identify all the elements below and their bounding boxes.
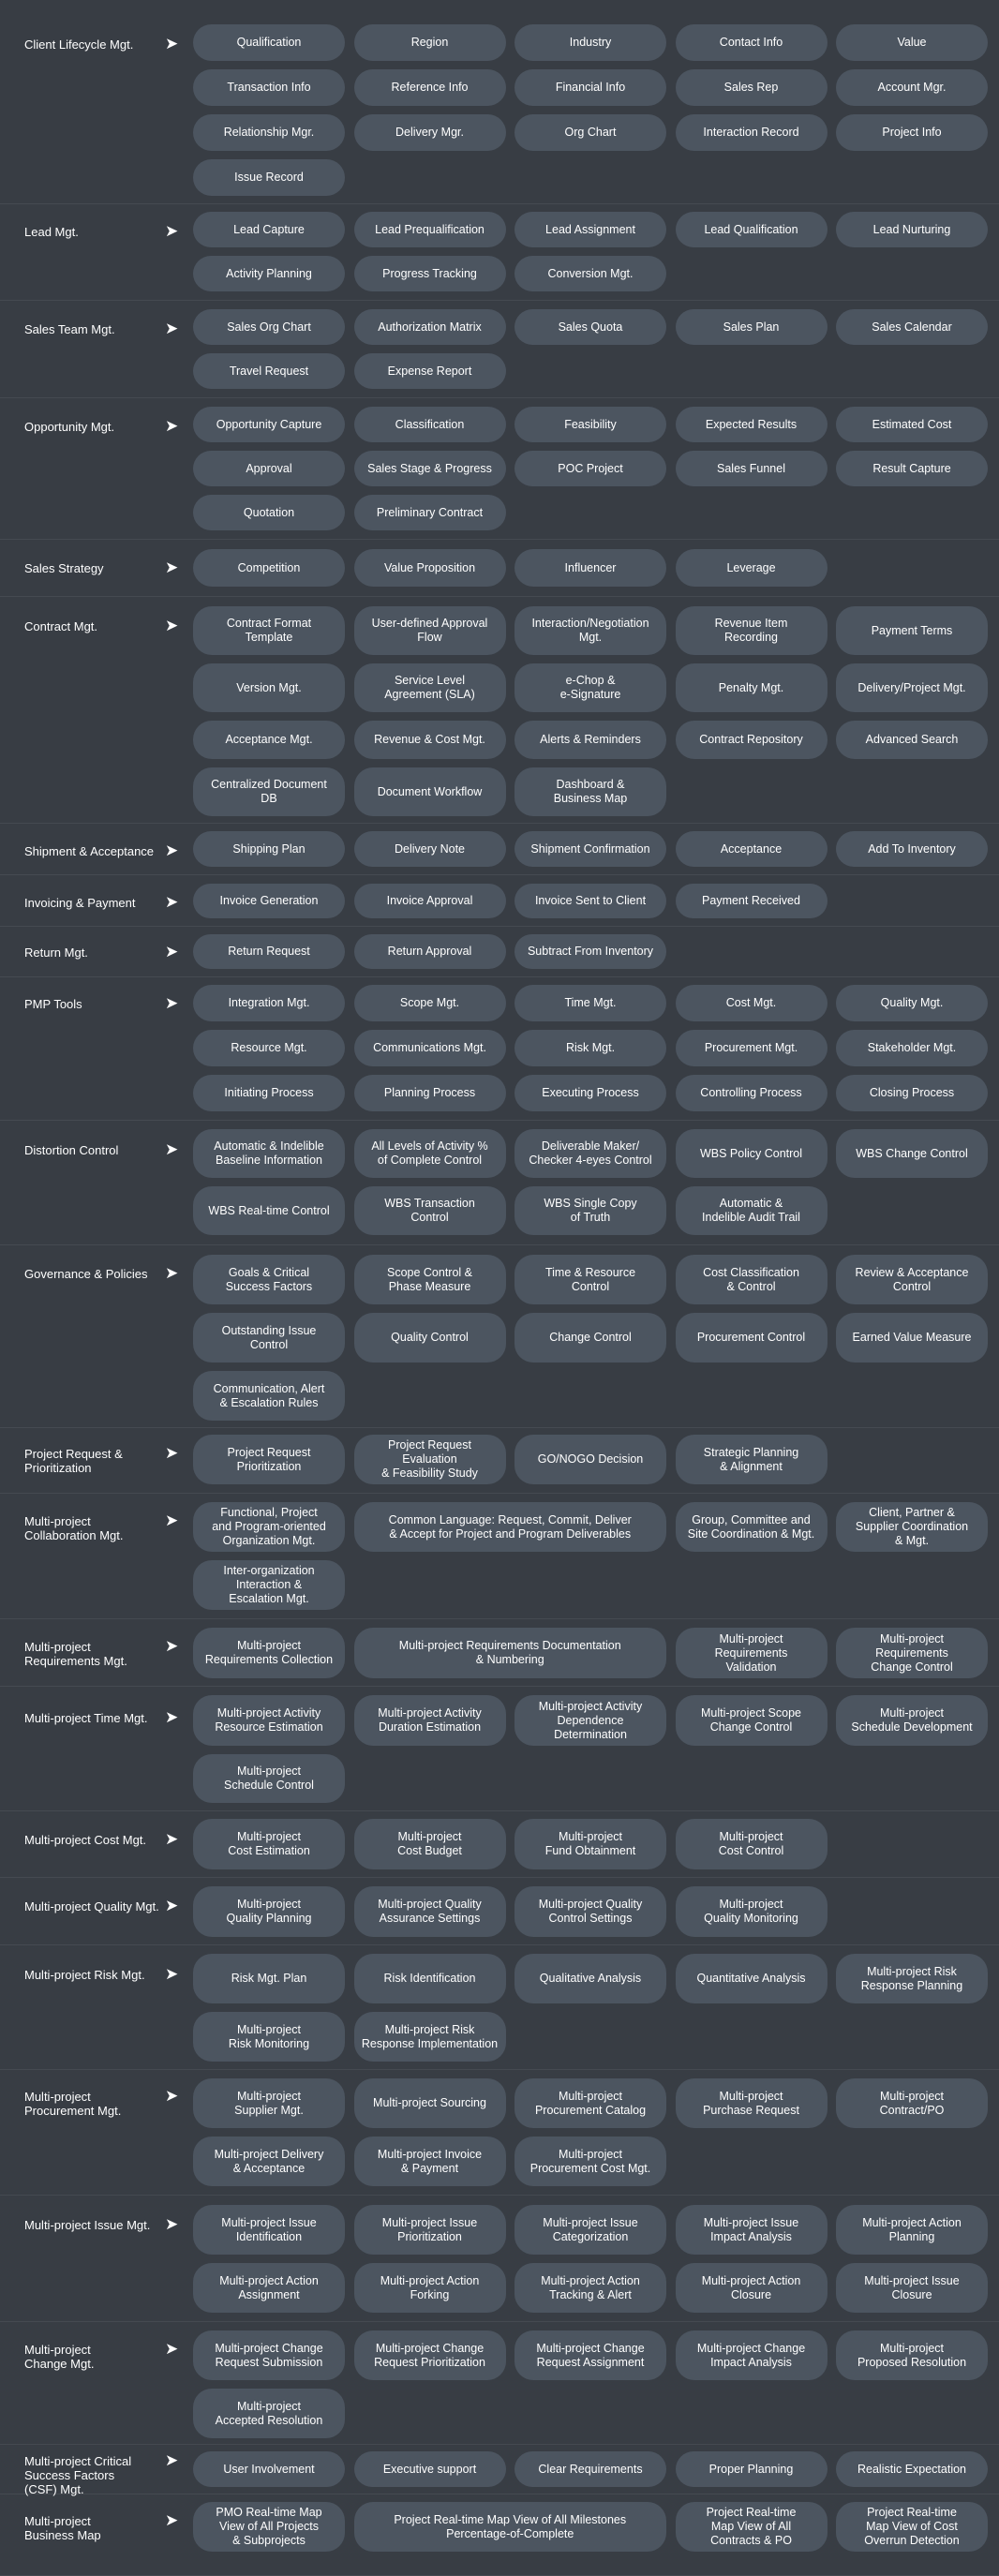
- item-value-proposition-button[interactable]: Value Proposition: [354, 549, 506, 587]
- item-sales-plan-button[interactable]: Sales Plan: [676, 309, 828, 345]
- section-items: [193, 212, 990, 300]
- item-multi-project-accepted-resolution-button[interactable]: Multi-project Accepted Resolution: [193, 2389, 345, 2438]
- item-multi-project-contract-po-button[interactable]: Multi-project Contract/PO: [836, 2078, 988, 2128]
- item-centralized-document-db-button[interactable]: Centralized Document DB: [193, 767, 345, 816]
- arrow-right-icon: ➤: [165, 1264, 179, 1282]
- section-items: [193, 1129, 990, 1244]
- item-contract-format-template-button[interactable]: Contract Format Template: [193, 606, 345, 655]
- arrow-right-icon: ➤: [165, 1897, 179, 1914]
- item-all-levels-of-activity-of-complete-control-button[interactable]: All Levels of Activity % of Complete Control: [354, 1129, 506, 1178]
- section-items: [193, 606, 990, 823]
- section-lead-mgt: [0, 204, 999, 301]
- section-opportunity-mgt: [0, 398, 999, 540]
- item-delivery-mgr-button[interactable]: Delivery Mgr.: [354, 114, 506, 151]
- item-communication-alert-escalation-rules-button[interactable]: Communication, Alert & Escalation Rules: [193, 1371, 345, 1421]
- item-authorization-matrix-button[interactable]: Authorization Matrix: [354, 309, 506, 345]
- item-multi-project-change-request-prioritization-button[interactable]: Multi-project Change Request Prioritization: [354, 2330, 506, 2380]
- item-clear-requirements-button[interactable]: Clear Requirements: [514, 2451, 666, 2487]
- item-multi-project-purchase-request-button[interactable]: Multi-project Purchase Request: [676, 2078, 828, 2128]
- section-items: [193, 2330, 990, 2444]
- item-sales-rep-button[interactable]: Sales Rep: [676, 69, 828, 106]
- item-procurement-control-button[interactable]: Procurement Control: [676, 1313, 828, 1362]
- item-functional-project-and-program-oriented-organization-mgt-button[interactable]: Functional, Project and Program-oriented Organization Mgt.: [193, 1502, 345, 1552]
- item-sales-calendar-button[interactable]: Sales Calendar: [836, 309, 988, 345]
- item-account-mgr-button[interactable]: Account Mgr.: [836, 69, 988, 106]
- item-multi-project-action-planning-button[interactable]: Multi-project Action Planning: [836, 2205, 988, 2255]
- arrow-right-icon: ➤: [165, 2215, 179, 2233]
- section-items: [193, 1502, 990, 1618]
- item-subtract-from-inventory-button[interactable]: Subtract From Inventory: [514, 934, 666, 969]
- item-conversion-mgt-button[interactable]: Conversion Mgt.: [514, 256, 666, 291]
- item-automatic-indelible-audit-trail-button[interactable]: Automatic & Indelible Audit Trail: [676, 1186, 828, 1235]
- section-label: Multi-project Critical Success Factors (CSF) Mgt.: [24, 2454, 132, 2496]
- item-service-level-agreement-sla-button[interactable]: Service Level Agreement (SLA): [354, 663, 506, 712]
- item-approval-button[interactable]: Approval: [193, 451, 345, 486]
- item-integration-mgt-button[interactable]: Integration Mgt.: [193, 985, 345, 1021]
- section-sales-strategy: [0, 540, 999, 597]
- item-wbs-change-control-button[interactable]: WBS Change Control: [836, 1129, 988, 1178]
- item-poc-project-button[interactable]: POC Project: [514, 451, 666, 486]
- item-project-real-time-map-view-of-all-milestones-percentage-of-complete-button[interactable]: Project Real-time Map View of All Milestones Percentage-of-Complete: [354, 2502, 667, 2552]
- item-multi-project-cost-budget-button[interactable]: Multi-project Cost Budget: [354, 1819, 506, 1869]
- section-items: [193, 1954, 990, 2069]
- item-feasibility-button[interactable]: Feasibility: [514, 407, 666, 442]
- item-value-button[interactable]: Value: [836, 24, 988, 61]
- item-delivery-project-mgt-button[interactable]: Delivery/Project Mgt.: [836, 663, 988, 712]
- item-wbs-policy-control-button[interactable]: WBS Policy Control: [676, 1129, 828, 1178]
- item-multi-project-requirements-change-control-button[interactable]: Multi-project Requirements Change Control: [836, 1628, 988, 1678]
- item-classification-button[interactable]: Classification: [354, 407, 506, 442]
- section-label: Invoicing & Payment: [24, 896, 136, 910]
- item-multi-project-change-impact-analysis-button[interactable]: Multi-project Change Impact Analysis: [676, 2330, 828, 2380]
- item-multi-project-action-assignment-button[interactable]: Multi-project Action Assignment: [193, 2263, 345, 2313]
- item-multi-project-action-forking-button[interactable]: Multi-project Action Forking: [354, 2263, 506, 2313]
- item-invoice-generation-button[interactable]: Invoice Generation: [193, 884, 345, 918]
- section-items: [193, 1255, 990, 1427]
- arrow-right-icon: ➤: [165, 1830, 179, 1848]
- item-inter-organization-interaction-escalation-mgt-button[interactable]: Inter-organization Interaction & Escalation Mgt.: [193, 1560, 345, 1610]
- item-delivery-note-button[interactable]: Delivery Note: [354, 831, 506, 867]
- section-label: Multi-project Procurement Mgt.: [24, 2090, 122, 2118]
- item-influencer-button[interactable]: Influencer: [514, 549, 666, 587]
- item-expense-report-button[interactable]: Expense Report: [354, 353, 506, 389]
- item-lead-prequalification-button[interactable]: Lead Prequalification: [354, 212, 506, 247]
- item-goals-critical-success-factors-button[interactable]: Goals & Critical Success Factors: [193, 1255, 345, 1304]
- arrow-right-icon: ➤: [165, 617, 179, 634]
- item-time-resource-control-button[interactable]: Time & Resource Control: [514, 1255, 666, 1304]
- item-qualitative-analysis-button[interactable]: Qualitative Analysis: [514, 1954, 666, 2003]
- item-lead-nurturing-button[interactable]: Lead Nurturing: [836, 212, 988, 247]
- section-items: [193, 2451, 990, 2494]
- item-closing-process-button[interactable]: Closing Process: [836, 1075, 988, 1111]
- section-multi-project-cost-mgt: [0, 1811, 999, 1878]
- item-go-nogo-decision-button[interactable]: GO/NOGO Decision: [514, 1435, 666, 1484]
- item-strategic-planning-alignment-button[interactable]: Strategic Planning & Alignment: [676, 1435, 828, 1484]
- item-multi-project-scope-change-control-button[interactable]: Multi-project Scope Change Control: [676, 1695, 828, 1746]
- arrow-right-icon: ➤: [165, 320, 179, 337]
- section-label: Multi-project Issue Mgt.: [24, 2218, 151, 2232]
- section-multi-project-change-mgt: [0, 2322, 999, 2445]
- item-wbs-real-time-control-button[interactable]: WBS Real-time Control: [193, 1186, 345, 1235]
- item-document-workflow-button[interactable]: Document Workflow: [354, 767, 506, 816]
- item-expected-results-button[interactable]: Expected Results: [676, 407, 828, 442]
- item-multi-project-requirements-collection-button[interactable]: Multi-project Requirements Collection: [193, 1628, 345, 1678]
- item-transaction-info-button[interactable]: Transaction Info: [193, 69, 345, 106]
- item-activity-planning-button[interactable]: Activity Planning: [193, 256, 345, 291]
- section-governance-policies: [0, 1245, 999, 1428]
- item-multi-project-activity-resource-estimation-button[interactable]: Multi-project Activity Resource Estimation: [193, 1695, 345, 1746]
- section-label: Multi-project Requirements Mgt.: [24, 1640, 127, 1668]
- item-contact-info-button[interactable]: Contact Info: [676, 24, 828, 61]
- section-label: Multi-project Change Mgt.: [24, 2343, 95, 2371]
- item-project-request-prioritization-button[interactable]: Project Request Prioritization: [193, 1435, 345, 1484]
- section-shipment-acceptance: [0, 824, 999, 875]
- item-multi-project-procurement-cost-mgt-button[interactable]: Multi-project Procurement Cost Mgt.: [514, 2137, 666, 2186]
- arrow-right-icon: ➤: [165, 222, 179, 240]
- item-cost-mgt-button[interactable]: Cost Mgt.: [676, 985, 828, 1021]
- item-issue-record-button[interactable]: Issue Record: [193, 159, 345, 196]
- section-label: Multi-project Business Map: [24, 2514, 101, 2542]
- item-quality-mgt-button[interactable]: Quality Mgt.: [836, 985, 988, 1021]
- arrow-right-icon: ➤: [165, 2451, 179, 2469]
- item-sales-funnel-button[interactable]: Sales Funnel: [676, 451, 828, 486]
- section-multi-project-time-mgt: [0, 1687, 999, 1811]
- item-estimated-cost-button[interactable]: Estimated Cost: [836, 407, 988, 442]
- item-procurement-mgt-button[interactable]: Procurement Mgt.: [676, 1030, 828, 1066]
- item-risk-mgt-button[interactable]: Risk Mgt.: [514, 1030, 666, 1066]
- section-label: Contract Mgt.: [24, 619, 98, 633]
- item-multi-project-requirements-validation-button[interactable]: Multi-project Requirements Validation: [676, 1628, 828, 1678]
- section-label: Client Lifecycle Mgt.: [24, 37, 134, 52]
- item-risk-identification-button[interactable]: Risk Identification: [354, 1954, 506, 2003]
- item-multi-project-issue-impact-analysis-button[interactable]: Multi-project Issue Impact Analysis: [676, 2205, 828, 2255]
- section-label: Multi-project Risk Mgt.: [24, 1968, 145, 1982]
- item-preliminary-contract-button[interactable]: Preliminary Contract: [354, 495, 506, 530]
- item-multi-project-action-tracking-alert-button[interactable]: Multi-project Action Tracking & Alert: [514, 2263, 666, 2313]
- item-executing-process-button[interactable]: Executing Process: [514, 1075, 666, 1111]
- arrow-right-icon: ➤: [165, 2511, 179, 2529]
- item-multi-project-issue-identification-button[interactable]: Multi-project Issue Identification: [193, 2205, 345, 2255]
- item-reference-info-button[interactable]: Reference Info: [354, 69, 506, 106]
- section-sales-team-mgt: [0, 301, 999, 398]
- section-label: Lead Mgt.: [24, 225, 79, 239]
- item-opportunity-capture-button[interactable]: Opportunity Capture: [193, 407, 345, 442]
- item-sales-org-chart-button[interactable]: Sales Org Chart: [193, 309, 345, 345]
- item-scope-mgt-button[interactable]: Scope Mgt.: [354, 985, 506, 1021]
- item-multi-project-procurement-catalog-button[interactable]: Multi-project Procurement Catalog: [514, 2078, 666, 2128]
- section-items: [193, 2502, 990, 2575]
- item-invoice-approval-button[interactable]: Invoice Approval: [354, 884, 506, 918]
- item-wbs-transaction-control-button[interactable]: WBS Transaction Control: [354, 1186, 506, 1235]
- arrow-right-icon: ➤: [165, 841, 179, 859]
- item-outstanding-issue-control-button[interactable]: Outstanding Issue Control: [193, 1313, 345, 1362]
- section-label: Distortion Control: [24, 1143, 119, 1157]
- item-acceptance-mgt-button[interactable]: Acceptance Mgt.: [193, 721, 345, 759]
- item-e-chop-e-signature-button[interactable]: e-Chop & e-Signature: [514, 663, 666, 712]
- section-items: [193, 1435, 990, 1493]
- item-wbs-single-copy-of-truth-button[interactable]: WBS Single Copy of Truth: [514, 1186, 666, 1235]
- item-communications-mgt-button[interactable]: Communications Mgt.: [354, 1030, 506, 1066]
- item-controlling-process-button[interactable]: Controlling Process: [676, 1075, 828, 1111]
- section-items: [193, 831, 990, 874]
- item-leverage-button[interactable]: Leverage: [676, 549, 828, 587]
- section-items: [193, 1886, 990, 1944]
- item-quality-control-button[interactable]: Quality Control: [354, 1313, 506, 1362]
- arrow-right-icon: ➤: [165, 943, 179, 960]
- item-multi-project-delivery-acceptance-button[interactable]: Multi-project Delivery & Acceptance: [193, 2137, 345, 2186]
- item-multi-project-action-closure-button[interactable]: Multi-project Action Closure: [676, 2263, 828, 2313]
- item-lead-capture-button[interactable]: Lead Capture: [193, 212, 345, 247]
- arrow-right-icon: ➤: [165, 2087, 179, 2105]
- item-project-info-button[interactable]: Project Info: [836, 114, 988, 151]
- section-contract-mgt: [0, 597, 999, 824]
- item-advanced-search-button[interactable]: Advanced Search: [836, 721, 988, 759]
- arrow-right-icon: ➤: [165, 558, 179, 576]
- item-time-mgt-button[interactable]: Time Mgt.: [514, 985, 666, 1021]
- item-travel-request-button[interactable]: Travel Request: [193, 353, 345, 389]
- item-multi-project-issue-prioritization-button[interactable]: Multi-project Issue Prioritization: [354, 2205, 506, 2255]
- section-items: [193, 2205, 990, 2321]
- section-client-lifecycle-mgt: [0, 0, 999, 204]
- section-multi-project-quality-mgt: [0, 1878, 999, 1945]
- item-interaction-record-button[interactable]: Interaction Record: [676, 114, 828, 151]
- arrow-right-icon: ➤: [165, 893, 179, 911]
- item-proper-planning-button[interactable]: Proper Planning: [676, 2451, 828, 2487]
- item-multi-project-cost-control-button[interactable]: Multi-project Cost Control: [676, 1819, 828, 1869]
- section-label: Multi-project Cost Mgt.: [24, 1833, 147, 1847]
- item-user-involvement-button[interactable]: User Involvement: [193, 2451, 345, 2487]
- section-project-request-prioritization: [0, 1428, 999, 1494]
- section-items: [193, 884, 990, 926]
- section-items: [193, 24, 990, 203]
- item-progress-tracking-button[interactable]: Progress Tracking: [354, 256, 506, 291]
- item-multi-project-risk-response-planning-button[interactable]: Multi-project Risk Response Planning: [836, 1954, 988, 2003]
- section-multi-project-procurement-mgt: [0, 2070, 999, 2196]
- arrow-right-icon: ➤: [165, 2340, 179, 2358]
- arrow-right-icon: ➤: [165, 1965, 179, 1983]
- arrow-right-icon: ➤: [165, 35, 179, 52]
- item-multi-project-schedule-control-button[interactable]: Multi-project Schedule Control: [193, 1754, 345, 1803]
- section-label: PMP Tools: [24, 997, 82, 1011]
- arrow-right-icon: ➤: [165, 417, 179, 435]
- item-user-defined-approval-flow-button[interactable]: User-defined Approval Flow: [354, 606, 506, 655]
- item-scope-control-phase-measure-button[interactable]: Scope Control & Phase Measure: [354, 1255, 506, 1304]
- section-label: Shipment & Acceptance: [24, 844, 155, 858]
- section-multi-project-critical-success-factors-csf-mgt: [0, 2445, 999, 2494]
- item-revenue-item-recording-button[interactable]: Revenue Item Recording: [676, 606, 828, 655]
- item-multi-project-quality-control-settings-button[interactable]: Multi-project Quality Control Settings: [514, 1886, 666, 1937]
- item-multi-project-activity-dependence-determination-button[interactable]: Multi-project Activity Dependence Determination: [514, 1695, 666, 1746]
- item-multi-project-quality-assurance-settings-button[interactable]: Multi-project Quality Assurance Settings: [354, 1886, 506, 1937]
- item-initiating-process-button[interactable]: Initiating Process: [193, 1075, 345, 1111]
- item-competition-button[interactable]: Competition: [193, 549, 345, 587]
- item-shipment-confirmation-button[interactable]: Shipment Confirmation: [514, 831, 666, 867]
- item-alerts-reminders-button[interactable]: Alerts & Reminders: [514, 721, 666, 759]
- section-label: Return Mgt.: [24, 946, 88, 960]
- item-version-mgt-button[interactable]: Version Mgt.: [193, 663, 345, 712]
- section-label: Sales Strategy: [24, 561, 104, 575]
- item-multi-project-quality-monitoring-button[interactable]: Multi-project Quality Monitoring: [676, 1886, 828, 1937]
- section-label: Governance & Policies: [24, 1267, 148, 1281]
- section-items: [193, 2078, 990, 2195]
- item-sales-stage-progress-button[interactable]: Sales Stage & Progress: [354, 451, 506, 486]
- section-items: [193, 549, 990, 596]
- item-multi-project-activity-duration-estimation-button[interactable]: Multi-project Activity Duration Estimation: [354, 1695, 506, 1746]
- arrow-right-icon: ➤: [165, 1637, 179, 1655]
- item-resource-mgt-button[interactable]: Resource Mgt.: [193, 1030, 345, 1066]
- item-acceptance-button[interactable]: Acceptance: [676, 831, 828, 867]
- item-multi-project-cost-estimation-button[interactable]: Multi-project Cost Estimation: [193, 1819, 345, 1869]
- item-executive-support-button[interactable]: Executive support: [354, 2451, 506, 2487]
- section-label: Sales Team Mgt.: [24, 322, 115, 336]
- item-payment-received-button[interactable]: Payment Received: [676, 884, 828, 918]
- item-quantitative-analysis-button[interactable]: Quantitative Analysis: [676, 1954, 828, 2003]
- item-multi-project-invoice-payment-button[interactable]: Multi-project Invoice & Payment: [354, 2137, 506, 2186]
- item-shipping-plan-button[interactable]: Shipping Plan: [193, 831, 345, 867]
- item-cost-classification-control-button[interactable]: Cost Classification & Control: [676, 1255, 828, 1304]
- item-stakeholder-mgt-button[interactable]: Stakeholder Mgt.: [836, 1030, 988, 1066]
- section-multi-project-collaboration-mgt: [0, 1494, 999, 1619]
- item-project-real-time-map-view-of-all-contracts-po-button[interactable]: Project Real-time Map View of All Contracts & PO: [676, 2502, 828, 2552]
- item-multi-project-risk-response-implementation-button[interactable]: Multi-project Risk Response Implementation: [354, 2012, 506, 2062]
- section-items: [193, 1628, 990, 1686]
- item-dashboard-business-map-button[interactable]: Dashboard & Business Map: [514, 767, 666, 816]
- item-multi-project-requirements-documentation-numbering-button[interactable]: Multi-project Requirements Documentation & Numbering: [354, 1628, 667, 1678]
- section-distortion-control: [0, 1121, 999, 1245]
- item-multi-project-supplier-mgt-button[interactable]: Multi-project Supplier Mgt.: [193, 2078, 345, 2128]
- section-label: Multi-project Collaboration Mgt.: [24, 1514, 124, 1542]
- section-return-mgt: [0, 927, 999, 977]
- section-items: [193, 309, 990, 397]
- item-revenue-cost-mgt-button[interactable]: Revenue & Cost Mgt.: [354, 721, 506, 759]
- section-label: Opportunity Mgt.: [24, 420, 115, 434]
- section-invoicing-payment: [0, 875, 999, 927]
- item-realistic-expectation-button[interactable]: Realistic Expectation: [836, 2451, 988, 2487]
- item-return-approval-button[interactable]: Return Approval: [354, 934, 506, 969]
- item-deliverable-maker-checker-4-eyes-control-button[interactable]: Deliverable Maker/ Checker 4-eyes Control: [514, 1129, 666, 1178]
- item-group-committee-and-site-coordination-mgt-button[interactable]: Group, Committee and Site Coordination & Mgt.: [676, 1502, 828, 1552]
- item-add-to-inventory-button[interactable]: Add To Inventory: [836, 831, 988, 867]
- item-planning-process-button[interactable]: Planning Process: [354, 1075, 506, 1111]
- item-lead-assignment-button[interactable]: Lead Assignment: [514, 212, 666, 247]
- item-project-real-time-map-view-of-cost-overrun-detection-button[interactable]: Project Real-time Map View of Cost Overrun Detection: [836, 2502, 988, 2552]
- item-automatic-indelible-baseline-information-button[interactable]: Automatic & Indelible Baseline Information: [193, 1129, 345, 1178]
- arrow-right-icon: ➤: [165, 1444, 179, 1462]
- arrow-right-icon: ➤: [165, 1708, 179, 1726]
- item-return-request-button[interactable]: Return Request: [193, 934, 345, 969]
- item-multi-project-sourcing-button[interactable]: Multi-project Sourcing: [354, 2078, 506, 2128]
- item-multi-project-risk-monitoring-button[interactable]: Multi-project Risk Monitoring: [193, 2012, 345, 2062]
- section-pmp-tools: [0, 977, 999, 1121]
- item-change-control-button[interactable]: Change Control: [514, 1313, 666, 1362]
- item-penalty-mgt-button[interactable]: Penalty Mgt.: [676, 663, 828, 712]
- item-org-chart-button[interactable]: Org Chart: [514, 114, 666, 151]
- item-result-capture-button[interactable]: Result Capture: [836, 451, 988, 486]
- item-project-request-evaluation-feasibility-study-button[interactable]: Project Request Evaluation & Feasibility Study: [354, 1435, 506, 1484]
- item-earned-value-measure-button[interactable]: Earned Value Measure: [836, 1313, 988, 1362]
- item-invoice-sent-to-client-button[interactable]: Invoice Sent to Client: [514, 884, 666, 918]
- item-multi-project-schedule-development-button[interactable]: Multi-project Schedule Development: [836, 1695, 988, 1746]
- arrow-right-icon: ➤: [165, 994, 179, 1012]
- item-risk-mgt-plan-button[interactable]: Risk Mgt. Plan: [193, 1954, 345, 2003]
- item-multi-project-change-request-assignment-button[interactable]: Multi-project Change Request Assignment: [514, 2330, 666, 2380]
- section-multi-project-risk-mgt: [0, 1945, 999, 2070]
- section-items: [193, 1819, 990, 1877]
- section-label: Project Request & Prioritization: [24, 1447, 123, 1475]
- section-multi-project-requirements-mgt: [0, 1619, 999, 1687]
- item-industry-button[interactable]: Industry: [514, 24, 666, 61]
- item-multi-project-change-request-submission-button[interactable]: Multi-project Change Request Submission: [193, 2330, 345, 2380]
- section-label: Multi-project Quality Mgt.: [24, 1899, 159, 1913]
- item-multi-project-issue-closure-button[interactable]: Multi-project Issue Closure: [836, 2263, 988, 2313]
- item-client-partner-supplier-coordination-mgt-button[interactable]: Client, Partner & Supplier Coordination & Mgt.: [836, 1502, 988, 1552]
- section-items: [193, 985, 990, 1120]
- item-lead-qualification-button[interactable]: Lead Qualification: [676, 212, 828, 247]
- arrow-right-icon: ➤: [165, 1140, 179, 1158]
- item-payment-terms-button[interactable]: Payment Terms: [836, 606, 988, 655]
- item-review-acceptance-control-button[interactable]: Review & Acceptance Control: [836, 1255, 988, 1304]
- section-multi-project-business-map: [0, 2494, 999, 2576]
- section-multi-project-issue-mgt: [0, 2196, 999, 2322]
- item-multi-project-quality-planning-button[interactable]: Multi-project Quality Planning: [193, 1886, 345, 1937]
- item-pmo-real-time-map-view-of-all-projects-subprojects-button[interactable]: PMO Real-time Map View of All Projects & Subprojects: [193, 2502, 345, 2552]
- item-contract-repository-button[interactable]: Contract Repository: [676, 721, 828, 759]
- item-interaction-negotiation-mgt-button[interactable]: Interaction/Negotiation Mgt.: [514, 606, 666, 655]
- arrow-right-icon: ➤: [165, 1511, 179, 1529]
- section-items: [193, 1695, 990, 1810]
- section-items: [193, 934, 990, 976]
- item-qualification-button[interactable]: Qualification: [193, 24, 345, 61]
- item-sales-quota-button[interactable]: Sales Quota: [514, 309, 666, 345]
- item-quotation-button[interactable]: Quotation: [193, 495, 345, 530]
- item-multi-project-fund-obtainment-button[interactable]: Multi-project Fund Obtainment: [514, 1819, 666, 1869]
- item-multi-project-issue-categorization-button[interactable]: Multi-project Issue Categorization: [514, 2205, 666, 2255]
- item-multi-project-proposed-resolution-button[interactable]: Multi-project Proposed Resolution: [836, 2330, 988, 2380]
- item-region-button[interactable]: Region: [354, 24, 506, 61]
- item-relationship-mgr-button[interactable]: Relationship Mgr.: [193, 114, 345, 151]
- item-common-language-request-commit-deliver-accept-for-project-and-program-deliverables-button[interactable]: Common Language: Request, Commit, Deliver & Accept for Project and Program Deliverables: [354, 1502, 667, 1552]
- section-items: [193, 407, 990, 539]
- item-financial-info-button[interactable]: Financial Info: [514, 69, 666, 106]
- section-label: Multi-project Time Mgt.: [24, 1711, 148, 1725]
